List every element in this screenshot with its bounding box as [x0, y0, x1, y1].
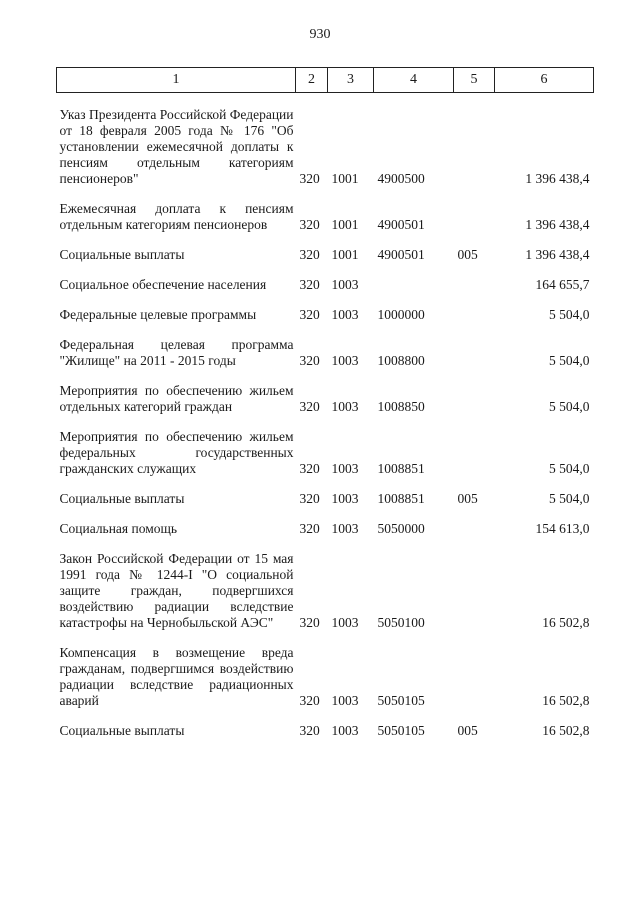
row-name: Федеральная целевая программа "Жилище" на 2011 - 2015 годы	[59, 337, 294, 368]
row-code-c4: 4900501	[377, 217, 425, 232]
row-code-c3: 1001	[331, 217, 359, 232]
row-name: Мероприятия по обеспечению жильем отдельных категорий граждан	[59, 383, 294, 414]
table-row	[57, 723, 594, 739]
header-col-4: 4	[374, 68, 454, 93]
row-code-c4: 4900501	[377, 247, 425, 262]
row-amount: 5 504,0	[549, 353, 590, 368]
row-spacer	[57, 507, 594, 521]
row-code-c4: 1008850	[377, 399, 425, 414]
row-spacer-cell	[57, 369, 594, 383]
row-spacer	[57, 369, 594, 383]
header-col-1: 1	[57, 68, 296, 93]
row-code-c2: 320	[299, 461, 320, 476]
row-spacer-cell	[57, 187, 594, 201]
row-code-c3: 1003	[331, 399, 359, 414]
row-code-c4: 4900500	[377, 171, 425, 186]
row-code-c4: 5050000	[377, 521, 425, 536]
header-row	[57, 68, 594, 93]
page-number: 930	[309, 27, 331, 42]
table-row	[57, 337, 594, 369]
row-code-c4: 5050105	[377, 723, 425, 738]
row-name: Социальные выплаты	[59, 491, 185, 506]
row-amount: 1 396 438,4	[525, 247, 590, 262]
row-code-c5	[454, 521, 495, 537]
row-spacer	[57, 709, 594, 723]
row-code-c5	[454, 551, 495, 631]
row-name: Федеральные целевые программы	[59, 307, 257, 322]
row-code-c5	[454, 337, 495, 369]
row-code-c5	[454, 277, 495, 293]
row-spacer	[57, 93, 594, 108]
row-code-c2: 320	[299, 521, 320, 536]
row-code-c3: 1003	[331, 353, 359, 368]
row-code-c4: 1008851	[377, 461, 425, 476]
table-row	[57, 201, 594, 233]
table-header	[57, 68, 594, 93]
row-spacer-cell	[57, 537, 594, 551]
row-code-c2: 320	[299, 615, 320, 630]
row-name: Компенсация в возмещение вреда гражданам, подвергшимся воздействию радиации вследствие радиационных аварий	[59, 645, 294, 708]
row-name: Социальные выплаты	[59, 247, 185, 262]
table-row	[57, 429, 594, 477]
row-code-c3: 1001	[331, 247, 359, 262]
row-code-c5	[454, 107, 495, 187]
row-name: Мероприятия по обеспечению жильем федеральных государственных гражданских служащих	[59, 429, 294, 476]
row-spacer-cell	[57, 93, 594, 108]
row-spacer-cell	[57, 477, 594, 491]
row-code-c4: 5050100	[377, 615, 425, 630]
row-code-c5	[454, 429, 495, 477]
row-name: Ежемесячная доплата к пенсиям отдельным категориям пенсионеров	[59, 201, 294, 232]
row-amount: 16 502,8	[542, 723, 590, 738]
row-spacer	[57, 631, 594, 645]
row-code-c5	[454, 307, 495, 323]
row-code-c4: 5050105	[377, 693, 425, 708]
row-code-c5	[454, 383, 495, 415]
row-code-c4: 1000000	[377, 307, 425, 322]
table-row	[57, 277, 594, 293]
row-amount: 5 504,0	[549, 307, 590, 322]
row-code-c2: 320	[299, 399, 320, 414]
row-amount: 1 396 438,4	[525, 217, 590, 232]
row-code-c3: 1003	[331, 615, 359, 630]
row-spacer-cell	[57, 263, 594, 277]
row-code-c5: 005	[457, 723, 478, 738]
row-spacer	[57, 537, 594, 551]
table-row	[57, 645, 594, 709]
row-code-c3: 1003	[331, 491, 359, 506]
row-name: Социальные выплаты	[59, 723, 185, 738]
row-spacer	[57, 415, 594, 429]
row-code-c5	[454, 201, 495, 233]
row-code-c2: 320	[299, 491, 320, 506]
row-amount: 154 613,0	[535, 521, 590, 536]
row-spacer-cell	[57, 507, 594, 521]
row-amount: 1 396 438,4	[525, 171, 590, 186]
row-spacer-cell	[57, 415, 594, 429]
row-code-c3: 1003	[331, 461, 359, 476]
row-spacer	[57, 263, 594, 277]
table-row	[57, 307, 594, 323]
table-row	[57, 491, 594, 507]
row-code-c2: 320	[299, 307, 320, 322]
row-code-c3: 1001	[331, 171, 359, 186]
row-name: Социальное обеспечение населения	[59, 277, 267, 292]
header-col-2: 2	[296, 68, 328, 93]
row-code-c2: 320	[299, 171, 320, 186]
row-code-c2: 320	[299, 353, 320, 368]
row-code-c4: 1008851	[377, 491, 425, 506]
row-code-c3: 1003	[331, 693, 359, 708]
row-amount: 5 504,0	[549, 491, 590, 506]
table-row	[57, 247, 594, 263]
row-spacer	[57, 323, 594, 337]
row-code-c4: 1008800	[377, 353, 425, 368]
row-amount: 16 502,8	[542, 693, 590, 708]
row-spacer-cell	[57, 293, 594, 307]
row-code-c3: 1003	[331, 277, 359, 292]
row-name: Указ Президента Российской Федерации от 18 февраля 2005 года № 176 "Об установлении ежемесячной доплаты к пенсиям отдельным категориям пенсионеров"	[59, 107, 294, 186]
row-code-c3: 1003	[331, 723, 359, 738]
row-spacer-cell	[57, 323, 594, 337]
row-spacer-cell	[57, 233, 594, 247]
row-code-c2: 320	[299, 247, 320, 262]
row-code-c4	[374, 277, 454, 293]
row-code-c2: 320	[299, 723, 320, 738]
row-name: Социальная помощь	[59, 521, 178, 536]
row-code-c5: 005	[457, 247, 478, 262]
row-code-c2: 320	[299, 693, 320, 708]
row-amount: 164 655,7	[535, 277, 590, 292]
row-spacer-cell	[57, 709, 594, 723]
row-spacer	[57, 477, 594, 491]
header-col-6: 6	[495, 68, 594, 93]
header-col-3: 3	[328, 68, 374, 93]
row-spacer-cell	[57, 631, 594, 645]
row-code-c3: 1003	[331, 521, 359, 536]
row-spacer	[57, 187, 594, 201]
row-code-c2: 320	[299, 277, 320, 292]
row-code-c5	[454, 645, 495, 709]
table-row	[57, 383, 594, 415]
row-amount: 5 504,0	[549, 399, 590, 414]
row-amount: 5 504,0	[549, 461, 590, 476]
table-row	[57, 107, 594, 187]
row-name: Закон Российской Федерации от 15 мая 1991 года № 1244-I "О социальной защите граждан, подвергшихся воздействию радиации вследствие катастрофы на Чернобыльской АЭС"	[59, 551, 294, 630]
row-code-c2: 320	[299, 217, 320, 232]
table-body	[57, 93, 594, 740]
row-code-c3: 1003	[331, 307, 359, 322]
row-code-c5: 005	[457, 491, 478, 506]
table-row	[57, 521, 594, 537]
row-amount: 16 502,8	[542, 615, 590, 630]
budget-table	[56, 67, 594, 739]
table-row	[57, 551, 594, 631]
row-spacer	[57, 233, 594, 247]
row-spacer	[57, 293, 594, 307]
header-col-5: 5	[454, 68, 495, 93]
